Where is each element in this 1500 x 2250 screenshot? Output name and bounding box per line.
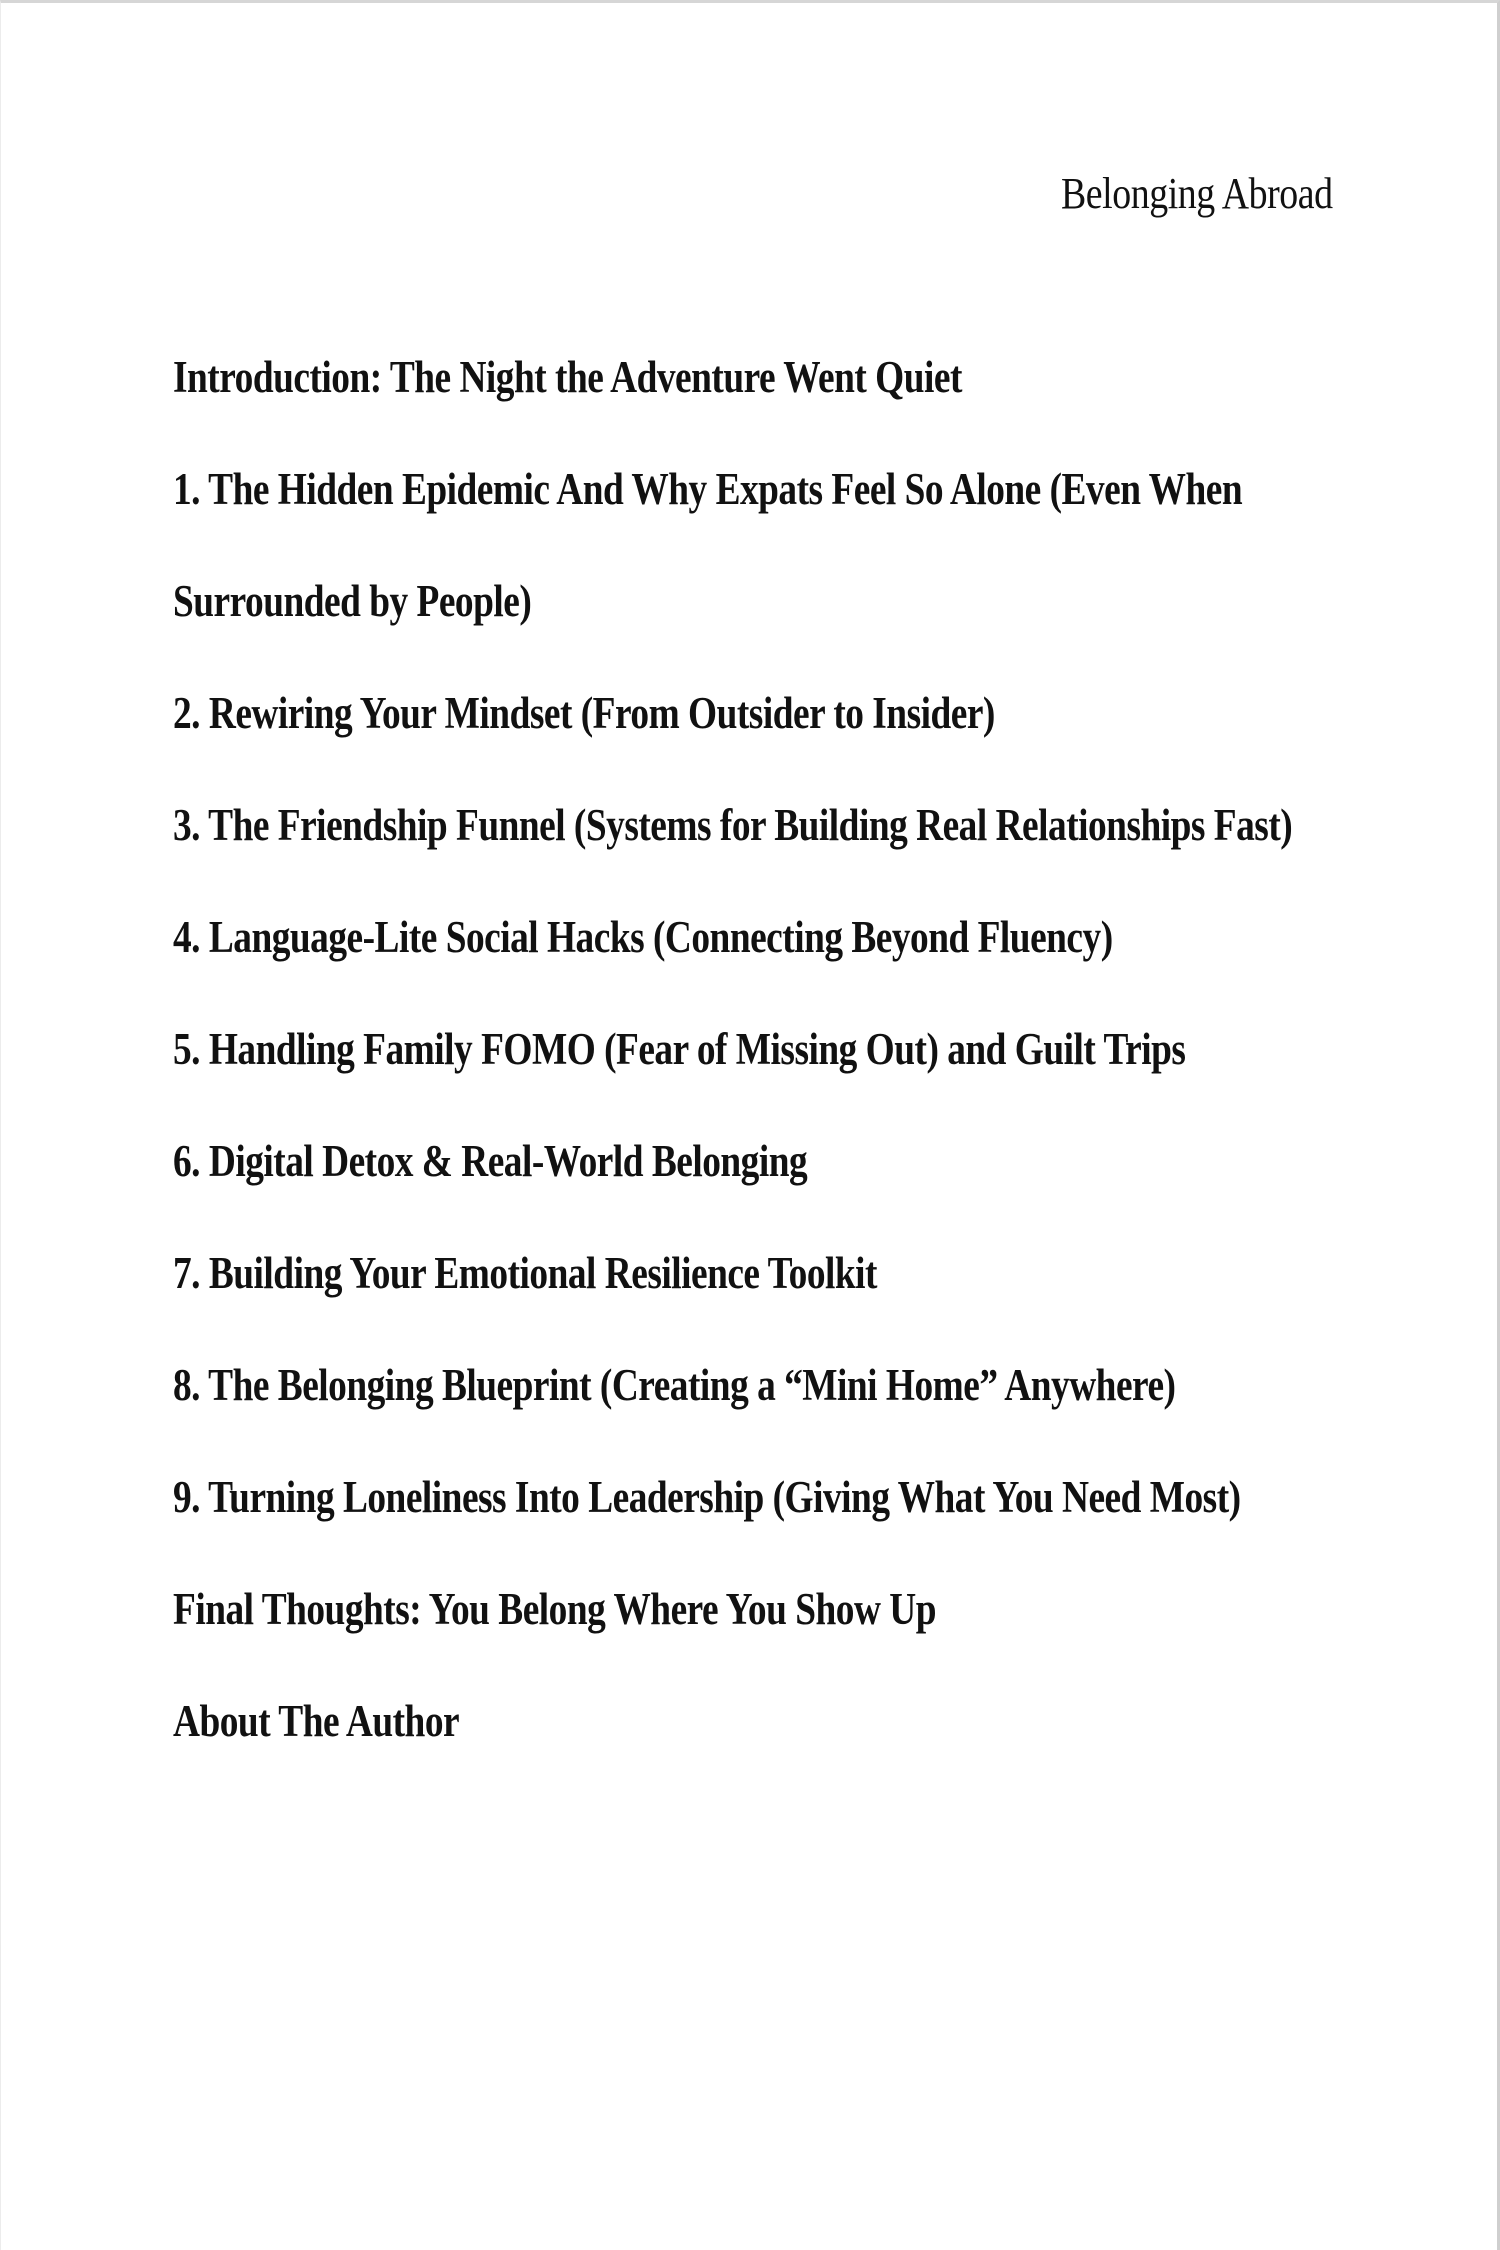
toc-entry-about-author: About The Author	[173, 1696, 460, 1746]
toc-entry-chapter-7: 7. Building Your Emotional Resilience Toolkit	[173, 1248, 877, 1298]
toc-entry-chapter-8: 8. The Belonging Blueprint (Creating a “Mini Home” Anywhere)	[173, 1360, 1176, 1410]
toc-entry-chapter-2: 2. Rewiring Your Mindset (From Outsider to Insider)	[173, 688, 995, 738]
toc-entry-chapter-6: 6. Digital Detox & Real-World Belonging	[173, 1136, 808, 1186]
toc-entry-chapter-1: 1. The Hidden Epidemic And Why Expats Feel So Alone (Even When Surrounded by People)	[173, 464, 1243, 626]
table-of-contents	[173, 321, 1343, 1777]
toc-entry-chapter-4: 4. Language-Lite Social Hacks (Connecting Beyond Fluency)	[173, 912, 1113, 962]
toc-entry-chapter-9: 9. Turning Loneliness Into Leadership (Giving What You Need Most)	[173, 1472, 1241, 1522]
running-header-title: Belonging Abroad	[1061, 169, 1333, 218]
toc-entry-chapter-3: 3. The Friendship Funnel (Systems for Building Real Relationships Fast)	[173, 800, 1293, 850]
toc-entry-chapter-5: 5. Handling Family FOMO (Fear of Missing Out) and Guilt Trips	[173, 1024, 1186, 1074]
toc-entry-introduction: Introduction: The Night the Adventure Went Quiet	[173, 352, 962, 402]
toc-entry-final-thoughts: Final Thoughts: You Belong Where You Show Up	[173, 1584, 937, 1634]
